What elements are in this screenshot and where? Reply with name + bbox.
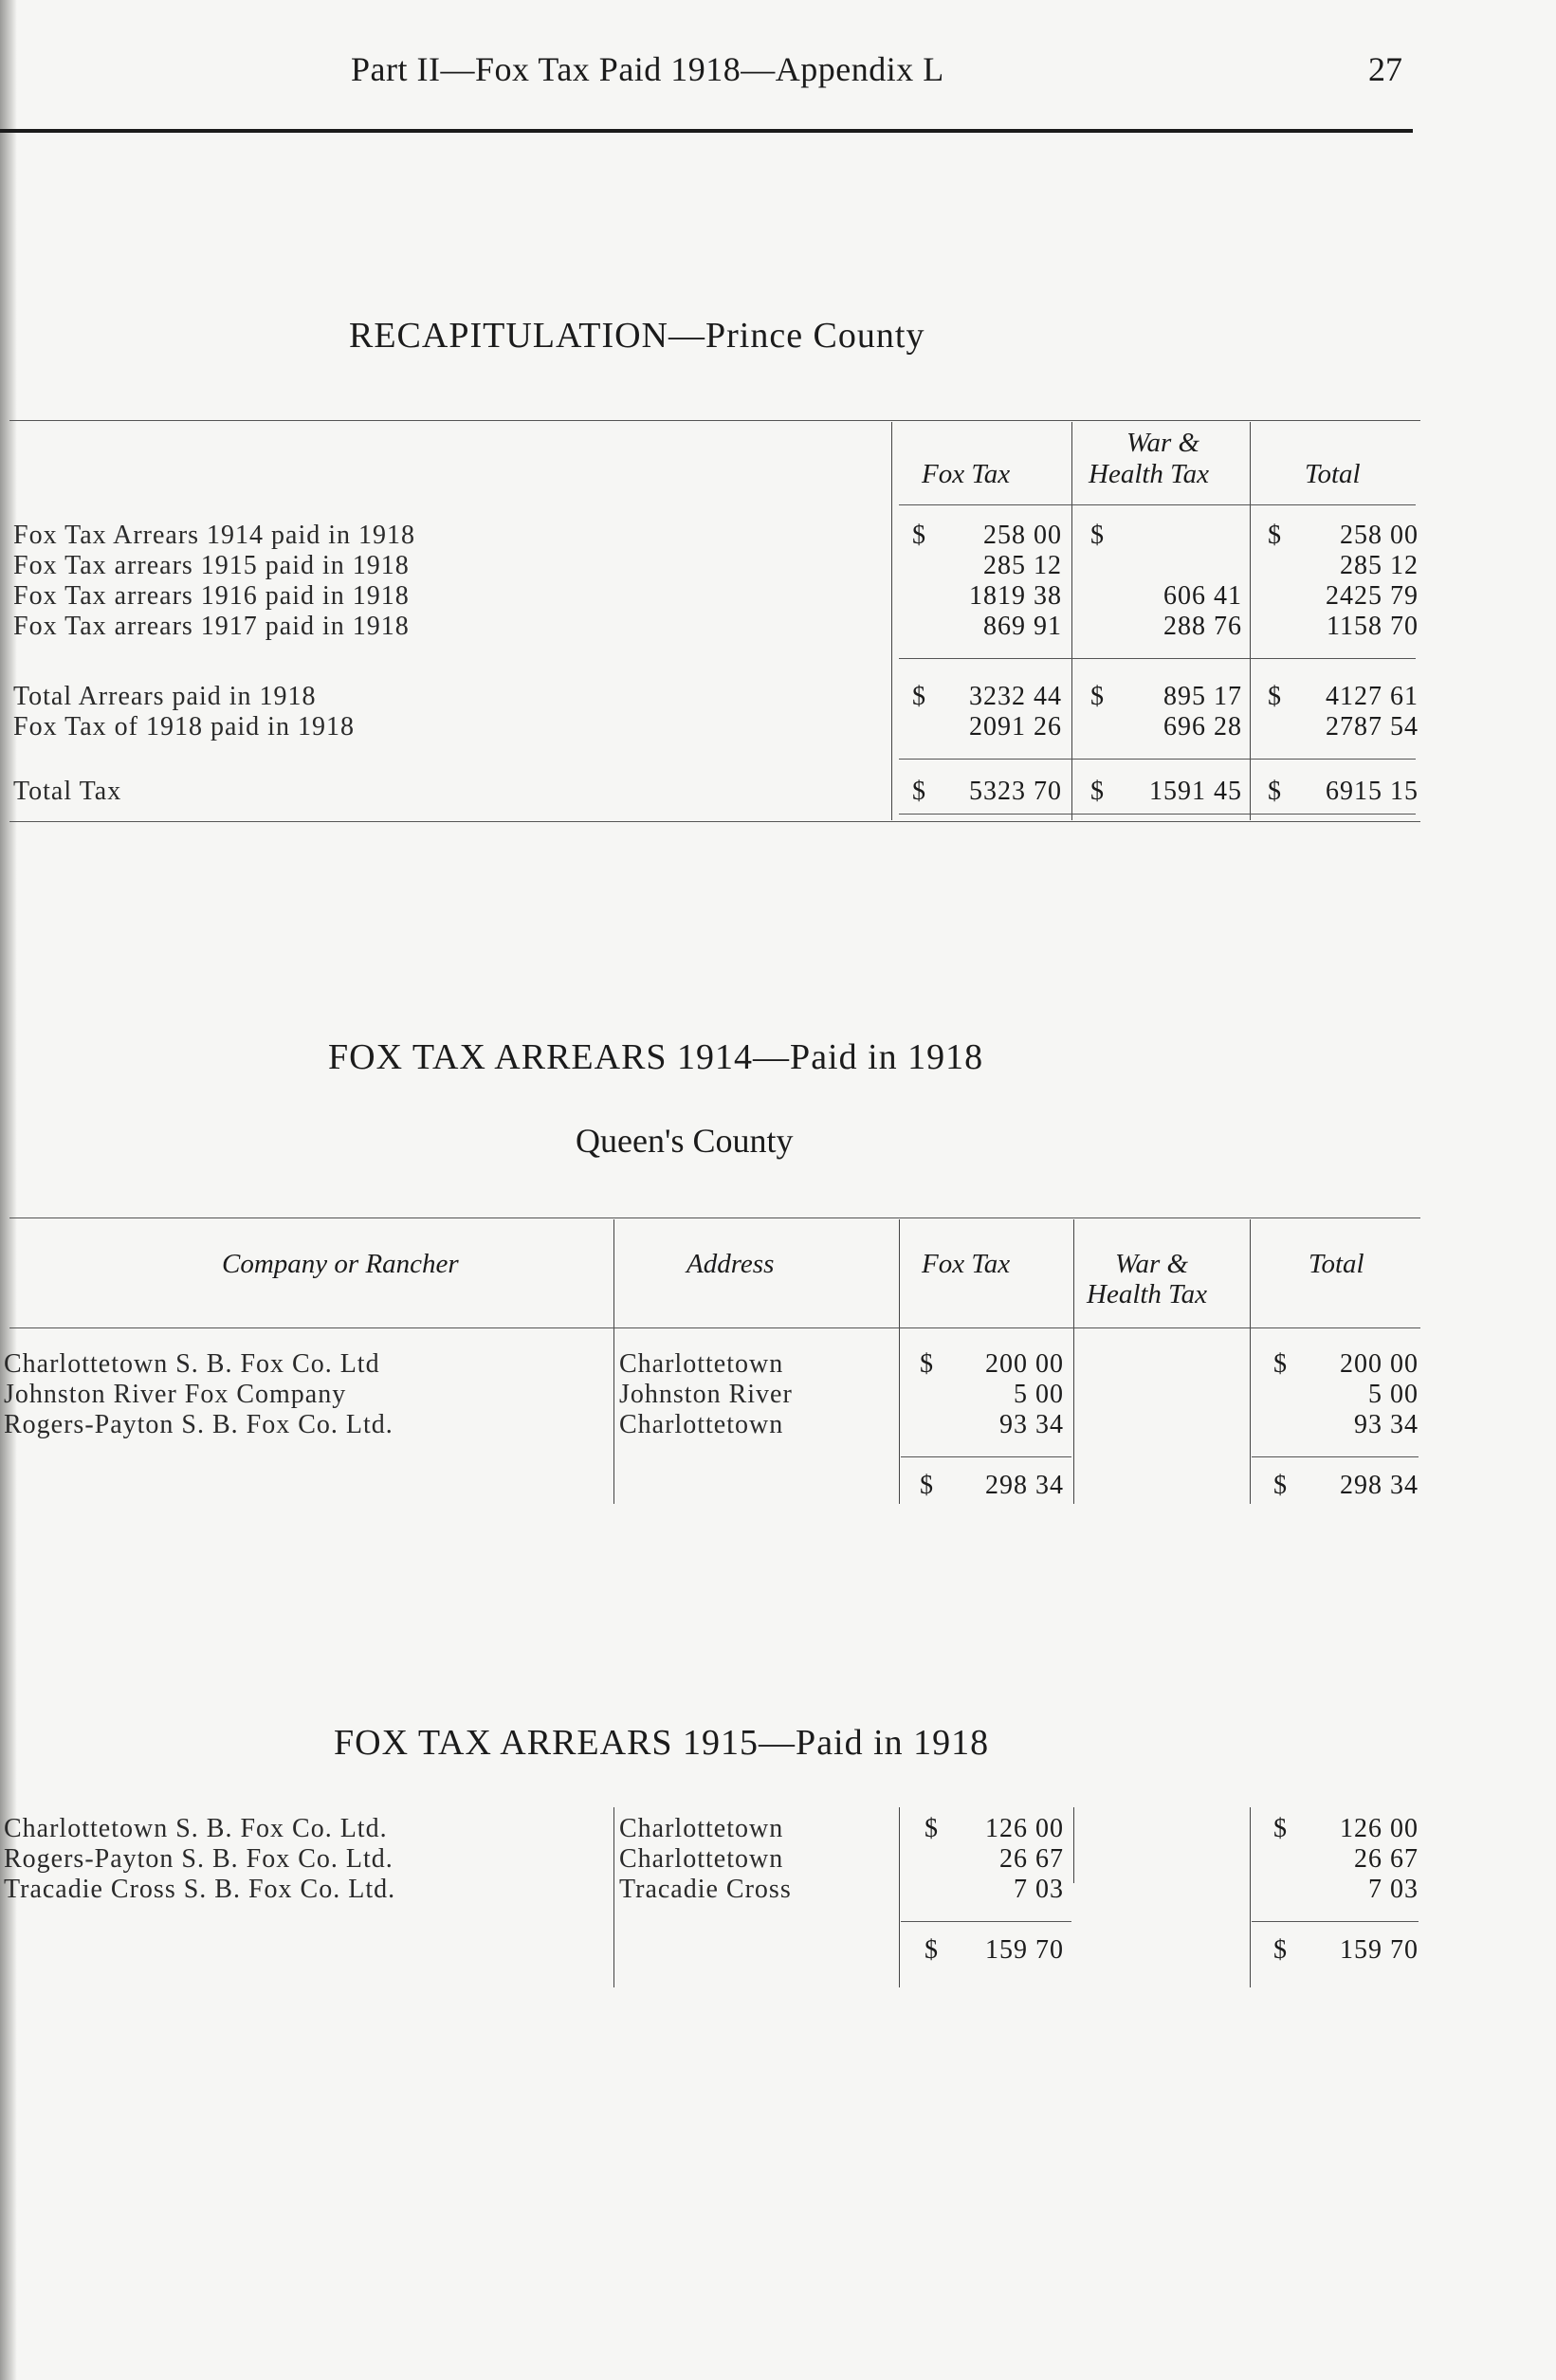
recap-grand-war: 1591 45 <box>1149 777 1242 806</box>
a14-col-company-header: Company or Rancher <box>222 1249 459 1279</box>
recap-top-rule <box>9 420 1420 421</box>
recap-row-war: 696 28 <box>1163 712 1242 741</box>
recap-row-total: 4127 61 <box>1326 682 1419 711</box>
recap-header-rule <box>899 504 1416 505</box>
dollar-sign: $ <box>1273 1814 1287 1843</box>
a14-row-total: 200 00 <box>1340 1349 1419 1379</box>
dollar-sign: $ <box>1090 682 1104 711</box>
a15-col-divider-4 <box>1250 1807 1251 1987</box>
recap-row-fox: 285 12 <box>983 551 1062 580</box>
recap-bottom-rule <box>899 814 1416 815</box>
a14-row-company: Johnston River Fox Company <box>4 1380 347 1409</box>
dollar-sign: $ <box>1090 777 1104 806</box>
recap-col-divider-1 <box>891 422 892 820</box>
a14-row-address: Johnston River <box>619 1380 793 1409</box>
dollar-sign: $ <box>1268 521 1281 550</box>
a15-row-total: 26 67 <box>1354 1844 1419 1874</box>
a14-row-total: 93 34 <box>1354 1410 1419 1439</box>
a15-sum-total: 159 70 <box>1340 1935 1419 1965</box>
a15-sum-rule-fox <box>901 1921 1071 1922</box>
a14-col-war-header-line2: Health Tax <box>1087 1279 1208 1309</box>
a15-row-company: Tracadie Cross S. B. Fox Co. Ltd. <box>4 1875 396 1904</box>
recap-row-fox: 869 91 <box>983 612 1062 641</box>
recap-row-total: 2425 79 <box>1326 581 1419 611</box>
recap-row-label: Total Arrears paid in 1918 <box>13 682 317 711</box>
header-rule <box>0 129 1413 133</box>
a15-row-total: 126 00 <box>1340 1814 1419 1843</box>
a14-sum-fox: 298 34 <box>985 1471 1064 1500</box>
recap-row-label: Fox Tax Arrears 1914 paid in 1918 <box>13 521 416 550</box>
arrears1914-subtitle: Queen's County <box>576 1122 794 1160</box>
a15-col-divider-3 <box>1073 1807 1074 1883</box>
recap-col-war-header-line2: Health Tax <box>1089 459 1210 489</box>
recap-subtotal-rule <box>899 658 1416 659</box>
recap-row-war: 606 41 <box>1163 581 1242 611</box>
recap-table-bottom <box>9 821 1420 822</box>
recap-col-divider-3 <box>1250 422 1251 820</box>
recap-row-total: 1158 70 <box>1327 612 1419 641</box>
recap-row-war: 895 17 <box>1163 682 1242 711</box>
a14-sum-rule-total <box>1252 1456 1419 1457</box>
a14-row-address: Charlottetown <box>619 1410 784 1439</box>
dollar-sign: $ <box>1268 682 1281 711</box>
a15-sum-rule-total <box>1252 1921 1419 1922</box>
a14-row-address: Charlottetown <box>619 1349 784 1379</box>
a14-sum-rule-fox <box>901 1456 1071 1457</box>
dollar-sign: $ <box>1268 777 1281 806</box>
a14-col-war-header-line1: War & <box>1115 1249 1189 1279</box>
a14-col-total-header: Total <box>1309 1249 1364 1279</box>
a15-row-address: Charlottetown <box>619 1844 784 1874</box>
a14-header-rule <box>9 1327 1420 1328</box>
recap-row-total: 2787 54 <box>1326 712 1419 741</box>
arrears1914-title: FOX TAX ARREARS 1914—Paid in 1918 <box>328 1037 984 1077</box>
a15-row-company: Charlottetown S. B. Fox Co. Ltd. <box>4 1814 388 1843</box>
recap-title: RECAPITULATION—Prince County <box>349 316 925 356</box>
a14-row-fox: 93 34 <box>999 1410 1064 1439</box>
a14-row-fox: 200 00 <box>985 1349 1064 1379</box>
a14-row-company: Charlottetown S. B. Fox Co. Ltd <box>4 1349 380 1379</box>
recap-row-war: 288 76 <box>1163 612 1242 641</box>
recap-row-label: Fox Tax of 1918 paid in 1918 <box>13 712 355 741</box>
recap-grand-fox: 5323 70 <box>969 777 1062 806</box>
dollar-sign: $ <box>920 1349 933 1379</box>
a15-col-divider-2 <box>899 1807 900 1987</box>
a14-sum-total: 298 34 <box>1340 1471 1419 1500</box>
recap-col-fox-header: Fox Tax <box>922 459 1011 489</box>
a15-row-fox: 7 03 <box>1014 1875 1064 1904</box>
a14-col-address-header: Address <box>686 1249 775 1279</box>
a14-col-divider-3 <box>1073 1219 1074 1504</box>
recap-grand-label: Total Tax <box>13 777 122 806</box>
recap-row-fox: 2091 26 <box>969 712 1062 741</box>
dollar-sign: $ <box>912 777 925 806</box>
a15-row-total: 7 03 <box>1368 1875 1419 1904</box>
recap-col-total-header: Total <box>1305 459 1361 489</box>
a15-col-divider-1 <box>613 1807 614 1987</box>
dollar-sign: $ <box>924 1814 938 1843</box>
a15-sum-fox: 159 70 <box>985 1935 1064 1965</box>
arrears1915-title: FOX TAX ARREARS 1915—Paid in 1918 <box>334 1723 990 1763</box>
recap-row-fox: 3232 44 <box>969 682 1062 711</box>
dollar-sign: $ <box>912 521 925 550</box>
a14-row-fox: 5 00 <box>1014 1380 1064 1409</box>
a14-col-divider-4 <box>1250 1219 1251 1504</box>
recap-row-fox: 258 00 <box>983 521 1062 550</box>
a15-row-fox: 126 00 <box>985 1814 1064 1843</box>
a15-row-fox: 26 67 <box>999 1844 1064 1874</box>
recap-grand-rule <box>899 759 1416 760</box>
dollar-sign: $ <box>924 1935 938 1965</box>
dollar-sign: $ <box>912 682 925 711</box>
a15-row-company: Rogers-Payton S. B. Fox Co. Ltd. <box>4 1844 394 1874</box>
dollar-sign: $ <box>1273 1471 1287 1500</box>
a15-row-address: Charlottetown <box>619 1814 784 1843</box>
recap-row-label: Fox Tax arrears 1917 paid in 1918 <box>13 612 410 641</box>
dollar-sign: $ <box>920 1471 933 1500</box>
recap-col-war-header-line1: War & <box>1126 428 1200 458</box>
a14-row-total: 5 00 <box>1368 1380 1419 1409</box>
a14-col-divider-1 <box>613 1219 614 1504</box>
recap-row-total: 258 00 <box>1340 521 1419 550</box>
a15-row-address: Tracadie Cross <box>619 1875 792 1904</box>
a14-row-company: Rogers-Payton S. B. Fox Co. Ltd. <box>4 1410 394 1439</box>
page-edge-shadow <box>0 0 17 2380</box>
a14-col-divider-2 <box>899 1219 900 1504</box>
dollar-sign: $ <box>1273 1935 1287 1965</box>
recap-row-fox: 1819 38 <box>969 581 1062 611</box>
recap-row-label: Fox Tax arrears 1915 paid in 1918 <box>13 551 410 580</box>
dollar-sign: $ <box>1090 521 1104 550</box>
dollar-sign: $ <box>1273 1349 1287 1379</box>
recap-row-label: Fox Tax arrears 1916 paid in 1918 <box>13 581 410 611</box>
recap-col-divider-2 <box>1071 422 1072 820</box>
page-number: 27 <box>1368 50 1402 88</box>
page-header-title: Part II—Fox Tax Paid 1918—Appendix L <box>351 50 944 88</box>
a14-col-fox-header: Fox Tax <box>922 1249 1011 1279</box>
recap-grand-total: 6915 15 <box>1326 777 1419 806</box>
recap-row-total: 285 12 <box>1340 551 1419 580</box>
a14-top-rule <box>9 1217 1420 1218</box>
